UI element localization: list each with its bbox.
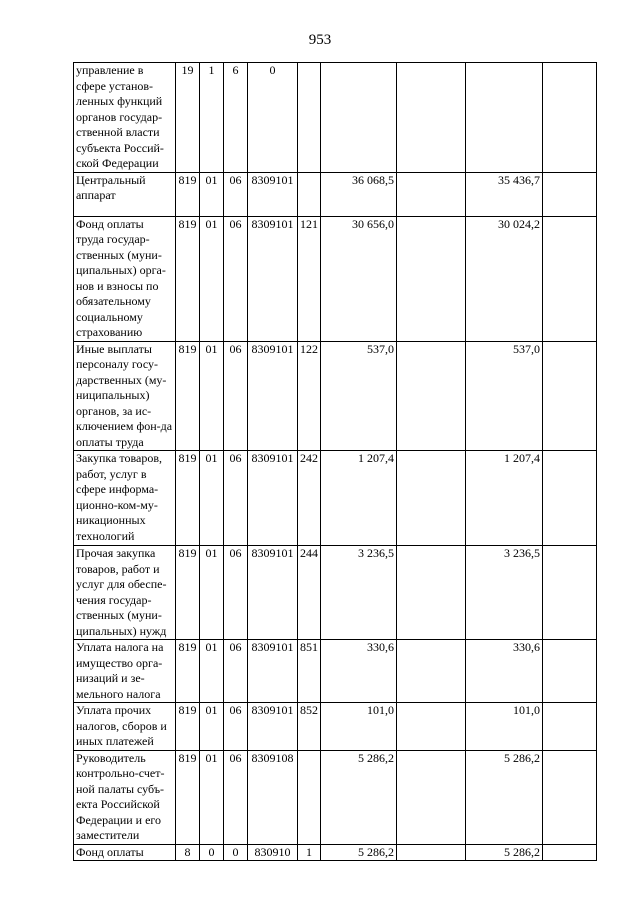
empty-cell bbox=[543, 172, 597, 216]
grbs-code-cell: 8 bbox=[176, 844, 200, 861]
expense-type-cell: 242 bbox=[298, 451, 321, 546]
empty-cell bbox=[397, 172, 466, 216]
expense-type-cell: 244 bbox=[298, 546, 321, 640]
empty-cell bbox=[397, 216, 466, 341]
grbs-code-cell: 19 bbox=[176, 63, 200, 173]
amount-year2-cell: 30 024,2 bbox=[466, 216, 543, 341]
target-article-cell: 8309101 bbox=[248, 451, 298, 546]
amount-year1-cell: 5 286,2 bbox=[321, 844, 397, 861]
table-row bbox=[74, 451, 597, 546]
amount-year1-cell: 101,0 bbox=[321, 703, 397, 751]
expense-type-cell: 122 bbox=[298, 341, 321, 451]
amount-year1-cell: 3 236,5 bbox=[321, 546, 397, 640]
empty-cell bbox=[543, 703, 597, 751]
table-row bbox=[74, 546, 597, 640]
grbs-code-cell: 819 bbox=[176, 640, 200, 703]
section-code-cell: 01 bbox=[200, 640, 224, 703]
subsection-code-cell: 06 bbox=[224, 451, 248, 546]
table-row bbox=[74, 172, 597, 216]
target-article-cell: 0 bbox=[248, 63, 298, 173]
subsection-code-cell: 06 bbox=[224, 640, 248, 703]
target-article-cell: 8309101 bbox=[248, 703, 298, 751]
expense-name-cell: Руководитель контрольно-счет-ной палаты субъ-екта Российской Федерации и его заместители bbox=[74, 750, 176, 844]
amount-year1-cell: 36 068,5 bbox=[321, 172, 397, 216]
target-article-cell: 830910 bbox=[248, 844, 298, 861]
empty-cell bbox=[397, 63, 466, 173]
amount-year1-cell: 330,6 bbox=[321, 640, 397, 703]
empty-cell bbox=[397, 546, 466, 640]
empty-cell bbox=[543, 216, 597, 341]
expense-type-cell: 852 bbox=[298, 703, 321, 751]
empty-cell bbox=[543, 640, 597, 703]
subsection-code-cell: 06 bbox=[224, 216, 248, 341]
section-code-cell: 1 bbox=[200, 63, 224, 173]
table-row bbox=[74, 216, 597, 341]
empty-cell bbox=[543, 341, 597, 451]
grbs-code-cell: 819 bbox=[176, 546, 200, 640]
empty-cell bbox=[397, 750, 466, 844]
subsection-code-cell: 06 bbox=[224, 172, 248, 216]
amount-year2-cell: 5 286,2 bbox=[466, 750, 543, 844]
amount-year1-cell: 537,0 bbox=[321, 341, 397, 451]
expense-name-cell: Центральный аппарат bbox=[74, 172, 176, 216]
expense-type-cell bbox=[298, 750, 321, 844]
table-row bbox=[74, 341, 597, 451]
table-row bbox=[74, 63, 597, 173]
target-article-cell: 8309101 bbox=[248, 546, 298, 640]
section-code-cell: 01 bbox=[200, 341, 224, 451]
amount-year1-cell: 30 656,0 bbox=[321, 216, 397, 341]
expense-name-cell: Фонд оплаты bbox=[74, 844, 176, 861]
table-row bbox=[74, 703, 597, 751]
grbs-code-cell: 819 bbox=[176, 703, 200, 751]
section-code-cell: 01 bbox=[200, 172, 224, 216]
grbs-code-cell: 819 bbox=[176, 216, 200, 341]
grbs-code-cell: 819 bbox=[176, 451, 200, 546]
page-number: 953 bbox=[308, 32, 332, 48]
subsection-code-cell: 06 bbox=[224, 341, 248, 451]
empty-cell bbox=[397, 451, 466, 546]
target-article-cell: 8309108 bbox=[248, 750, 298, 844]
amount-year2-cell: 330,6 bbox=[466, 640, 543, 703]
subsection-code-cell: 06 bbox=[224, 703, 248, 751]
expense-type-cell: 1 bbox=[298, 844, 321, 861]
grbs-code-cell: 819 bbox=[176, 172, 200, 216]
section-code-cell: 01 bbox=[200, 451, 224, 546]
expense-name-cell: Уплата прочих налогов, сборов и иных платежей bbox=[74, 703, 176, 751]
empty-cell bbox=[543, 63, 597, 173]
empty-cell bbox=[543, 546, 597, 640]
section-code-cell: 01 bbox=[200, 750, 224, 844]
expense-type-cell bbox=[298, 63, 321, 173]
amount-year1-cell bbox=[321, 63, 397, 173]
amount-year2-cell: 537,0 bbox=[466, 341, 543, 451]
amount-year2-cell: 101,0 bbox=[466, 703, 543, 751]
amount-year2-cell bbox=[466, 63, 543, 173]
amount-year2-cell: 35 436,7 bbox=[466, 172, 543, 216]
target-article-cell: 8309101 bbox=[248, 216, 298, 341]
amount-year2-cell: 3 236,5 bbox=[466, 546, 543, 640]
target-article-cell: 8309101 bbox=[248, 640, 298, 703]
grbs-code-cell: 819 bbox=[176, 341, 200, 451]
amount-year1-cell: 5 286,2 bbox=[321, 750, 397, 844]
subsection-code-cell: 06 bbox=[224, 750, 248, 844]
empty-cell bbox=[543, 844, 597, 861]
expense-name-cell: Закупка товаров, работ, услуг в сфере информа-ционно-ком-му-никационных технологий bbox=[74, 451, 176, 546]
section-code-cell: 0 bbox=[200, 844, 224, 861]
section-code-cell: 01 bbox=[200, 546, 224, 640]
empty-cell bbox=[397, 341, 466, 451]
amount-year2-cell: 1 207,4 bbox=[466, 451, 543, 546]
table-row bbox=[74, 640, 597, 703]
amount-year1-cell: 1 207,4 bbox=[321, 451, 397, 546]
section-code-cell: 01 bbox=[200, 216, 224, 341]
empty-cell bbox=[543, 451, 597, 546]
grbs-code-cell: 819 bbox=[176, 750, 200, 844]
section-code-cell: 01 bbox=[200, 703, 224, 751]
table-row bbox=[74, 750, 597, 844]
expense-name-cell: управление в сфере установ-ленных функций органов государ-ственной власти субъекта Россий-ской Федерации bbox=[74, 63, 176, 173]
expense-name-cell: Уплата налога на имущество орга-низаций и зе-мельного налога bbox=[74, 640, 176, 703]
expense-name-cell: Фонд оплаты труда государ-ственных (муни-ципальных) орга-нов и взносы по обязательному социальному страхованию bbox=[74, 216, 176, 341]
expense-name-cell: Прочая закупка товаров, работ и услуг для обеспе-чения государ-ственных (муни-ципальных) нужд bbox=[74, 546, 176, 640]
expense-name-cell: Иные выплаты персоналу госу-дарственных (му-ниципальных) органов, за ис-ключением фон-да оплаты труда bbox=[74, 341, 176, 451]
table-row bbox=[74, 844, 597, 861]
empty-cell bbox=[397, 640, 466, 703]
empty-cell bbox=[397, 703, 466, 751]
subsection-code-cell: 6 bbox=[224, 63, 248, 173]
expense-type-cell bbox=[298, 172, 321, 216]
empty-cell bbox=[543, 750, 597, 844]
expense-type-cell: 851 bbox=[298, 640, 321, 703]
expense-type-cell: 121 bbox=[298, 216, 321, 341]
amount-year2-cell: 5 286,2 bbox=[466, 844, 543, 861]
subsection-code-cell: 06 bbox=[224, 546, 248, 640]
empty-cell bbox=[397, 844, 466, 861]
target-article-cell: 8309101 bbox=[248, 341, 298, 451]
budget-table bbox=[73, 62, 597, 861]
target-article-cell: 8309101 bbox=[248, 172, 298, 216]
subsection-code-cell: 0 bbox=[224, 844, 248, 861]
